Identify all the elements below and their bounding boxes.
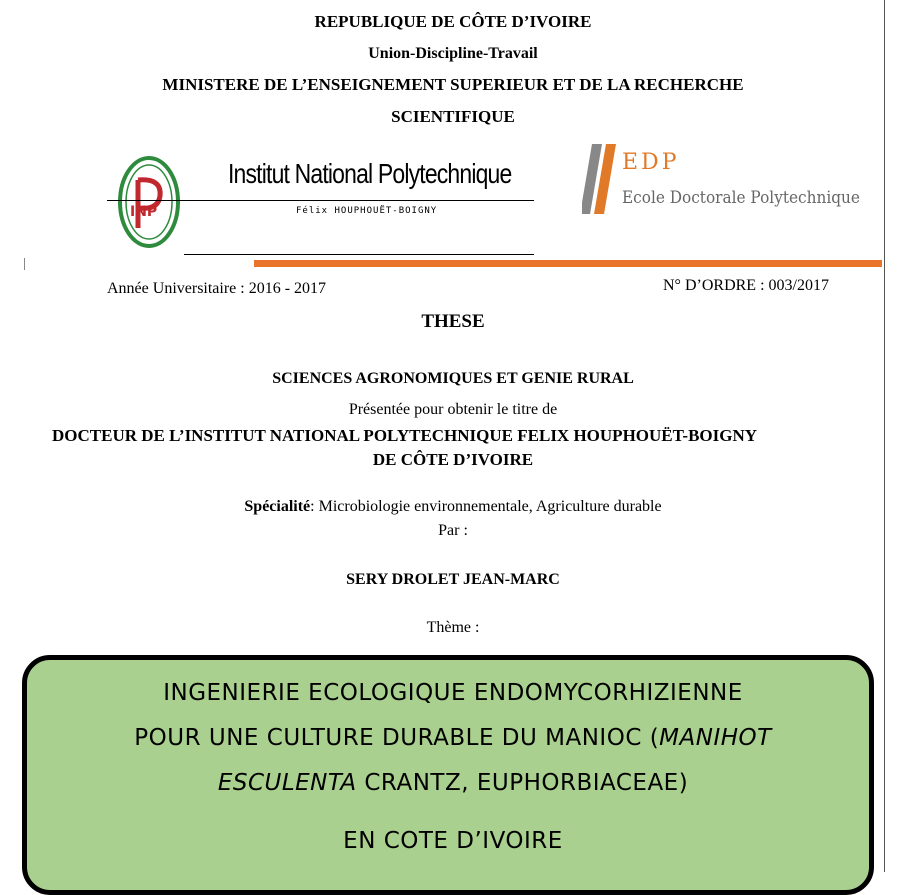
republic-title: REPUBLIQUE DE CÔTE D’IVOIRE bbox=[314, 12, 592, 31]
specialty-value: : Microbiologie environnementale, Agriculture durable bbox=[310, 498, 662, 515]
edp-logo-icon bbox=[582, 144, 622, 216]
theme-line-2-italic: MANIHOT bbox=[659, 725, 772, 751]
degree-line-1: DOCTEUR DE L’INSTITUT NATIONAL POLYTECHNIQUE FELIX HOUPHOUËT-BOIGNY bbox=[52, 426, 758, 445]
field-of-study: SCIENCES AGRONOMIQUES ET GENIE RURAL bbox=[272, 370, 634, 387]
ministry-line-2: SCIENTIFIQUE bbox=[391, 107, 515, 126]
orange-divider bbox=[254, 260, 882, 267]
theme-line-4: EN COTE D’IVOIRE bbox=[343, 828, 563, 854]
theme-line-3-italic: ESCULENTA bbox=[217, 770, 357, 796]
margin-mark bbox=[24, 258, 25, 270]
by-label: Par : bbox=[438, 522, 468, 539]
edp-name: Ecole Doctorale Polytechnique bbox=[622, 188, 860, 208]
presented-for: Présentée pour obtenir le titre de bbox=[348, 401, 558, 418]
specialty-label: Spécialité bbox=[244, 498, 311, 515]
inp-rule-bottom bbox=[184, 254, 534, 255]
order-number: N° D’ORDRE : 003/2017 bbox=[663, 277, 829, 294]
theme-line-3-plain: CRANTZ, EUPHORBIACEAE) bbox=[356, 770, 689, 796]
national-motto: Union-Discipline-Travail bbox=[368, 45, 538, 62]
academic-year: Année Universitaire : 2016 - 2017 bbox=[107, 280, 327, 297]
theme-line-2 bbox=[0, 725, 906, 751]
theme-line-1: INGENIERIE ECOLOGIQUE ENDOMYCORHIZIENNE bbox=[163, 680, 743, 706]
theme-line-3 bbox=[0, 770, 906, 796]
thesis-label: THESE bbox=[421, 311, 485, 332]
edp-abbreviation: EDP bbox=[622, 150, 680, 175]
specialty bbox=[0, 498, 906, 516]
inp-rule-top bbox=[107, 200, 534, 201]
inp-name: Institut National Polytechnique bbox=[228, 158, 512, 189]
svg-text:INP: INP bbox=[130, 204, 158, 220]
degree-line-2: DE CÔTE D’IVOIRE bbox=[372, 450, 534, 469]
theme-line-2-plain: POUR UNE CULTURE DURABLE DU MANIOC ( bbox=[134, 725, 660, 751]
theme-label: Thème : bbox=[426, 619, 480, 636]
ministry-line-1: MINISTERE DE L’ENSEIGNEMENT SUPERIEUR ET DE LA RECHERCHE bbox=[162, 75, 744, 94]
inp-subtitle: Félix HOUPHOUËT-BOIGNY bbox=[296, 206, 438, 216]
author-name: SERY DROLET JEAN-MARC bbox=[346, 571, 560, 588]
